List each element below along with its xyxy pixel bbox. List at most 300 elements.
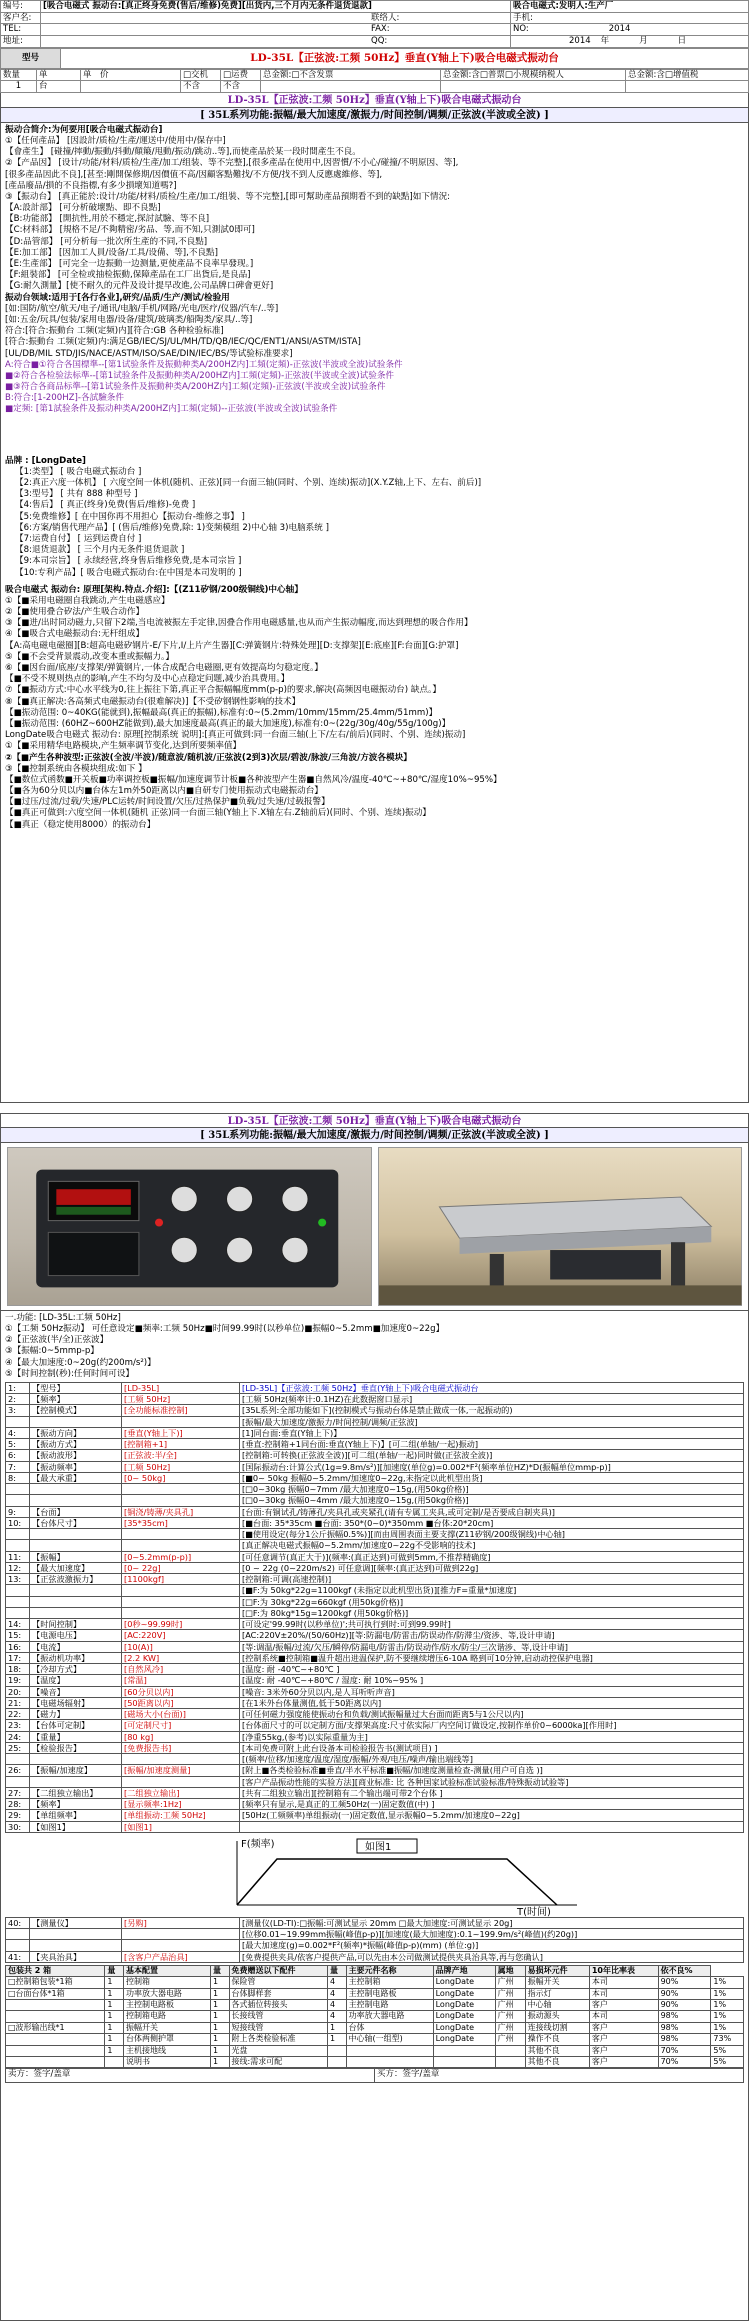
footer-cell (495, 2045, 525, 2056)
spec-value: [35*35cm] (122, 1517, 240, 1528)
footer-cell (328, 2045, 347, 2056)
principle-line: ⑤【■不会受背景震动,改变本重或振幅力。】 (5, 651, 174, 662)
spec-row (6, 1461, 744, 1472)
spec-desc: [35L系列:全部功能如下](控制模式与振动台体是禁止做成一体,一起振动的) (240, 1405, 744, 1416)
intro-line: ■②符合各检验法标準--[第1试验条件及振動种类A/200HZ内]工頻(定頻)-正弦波(半波或全波)试验条件 (5, 370, 395, 381)
principle-line: ②【■产生各种波型:正弦波(全波/半波)/随意波/随机波/正弦波(2到3)次层/碧波/脉波/三角波/方波各模块】 (5, 752, 412, 763)
footer-cell: 1 (328, 2034, 347, 2045)
spec-no: 23: (6, 1720, 30, 1731)
principle-line: 【■振动范围: 0~40KG(能就到),振幅最高(真正的振幅),标准有:0~(5.2mm/10mm/15mm/25.4mm/51mm)】 (5, 707, 438, 718)
price-col: 单 价 (81, 69, 181, 81)
spec-value: [50距离以内] (122, 1697, 240, 1708)
footer-cell: 短接线管 (229, 2022, 327, 2033)
code-label: 编号: (1, 1, 41, 13)
footer-cell: 1 (211, 1988, 230, 1999)
spec-key (30, 1484, 122, 1495)
spec-no: 25: (6, 1742, 30, 1753)
spec-desc: [免费提供夹具/依客户提供产品,可以先由本公司做测试提供夹具治具等,再与您确认] (240, 1951, 744, 1962)
footer-cell: 1 (211, 2057, 230, 2068)
spec-no (6, 1585, 30, 1596)
footer-cell: LongDate (433, 1988, 495, 1999)
spec-row (6, 1394, 744, 1405)
spec-row (6, 1517, 744, 1528)
spec-no: 40: (6, 1917, 30, 1928)
function-line: ③【振幅:0~5mmp-p】 (5, 1346, 99, 1357)
footer-cell: 1% (711, 1988, 744, 1999)
no-label: NO: 2014 (511, 24, 749, 36)
spec-value: [正弦波:半/全] (122, 1450, 240, 1461)
footer-cell: 广州 (495, 1988, 525, 1999)
footer-cell: 4 (328, 1988, 347, 1999)
footer-cell: 5% (711, 2045, 744, 2056)
footer-cell: 各式插位转接头 (229, 2000, 327, 2011)
date-cell: 2014 年 月 日 (511, 35, 749, 47)
principle-line: 【■真正可做到:六度空间一体机(随机 正弦)同一台面三轴(Y轴上下.X轴左右.Z轴前后)(同时、个别、连续)振动】 (5, 808, 431, 819)
spec-key: 【重量】 (30, 1731, 122, 1742)
spec-key: 【正弦波激振力】 (30, 1574, 122, 1585)
spec-value: [工频 50Hz] (122, 1394, 240, 1405)
spec-key: 【台体尺寸】 (30, 1517, 122, 1528)
unit-value: 台 (37, 81, 81, 93)
footer-cell: 1 (105, 2000, 124, 2011)
qty-col: 数量 (1, 69, 37, 81)
spec-desc: [垂直:控制箱+1同台面:垂直(Y轴上下)】[可二组(单轴/一起)振动] (240, 1439, 744, 1450)
spec-desc: [0 ~ 22g (0~220m/s2) 可任意调][频率:(真正达到)可做到22g] (240, 1562, 744, 1573)
spec-row (6, 1742, 744, 1753)
spec-desc: [□F:为 30kg*22g=660kgf (用50kg价格)] (240, 1596, 744, 1607)
spec-row (6, 1652, 744, 1663)
principle-line: ②【■使用叠合矽法/产生吸合动作】 (5, 607, 145, 618)
spec-key: 【电源电压】 (30, 1630, 122, 1641)
brand-line: 【8:退货退款】 [ 三个月内无条件退货退款 ] (15, 545, 185, 556)
model-title: LD-35L【正弦波:工频 50Hz】垂直(Y轴上下)吸合电磁式振动台 (61, 48, 749, 68)
spec-key: 【冷却方式】 (30, 1664, 122, 1675)
spec-desc: [位移0.01~19.99mm振幅(峰值p-p)][加速度(最大加速度):0.1~199.9m/s²(峰值)(约20g)] (240, 1929, 744, 1940)
spec-table-2 (5, 1917, 744, 1963)
footer-row (6, 2034, 744, 2045)
spec-row (6, 1551, 744, 1562)
spec-row (6, 1416, 744, 1427)
principle-line: LongDate吸合电磁式 振动台: 原理[控制系统 说明]:[真正可做到:同一台面三轴(上下/左右/前后)(同时、个别、连续)振动] (5, 730, 466, 741)
spec-no: 17: (6, 1652, 30, 1663)
spec-key: 【磁力】 (30, 1709, 122, 1720)
footer-cell: 说明书 (123, 2057, 210, 2068)
spec-value: [磁场大小(台面)] (122, 1709, 240, 1720)
spec-row (6, 1686, 744, 1697)
spec-table (5, 1382, 744, 1833)
spec-key: 【频率】 (30, 1394, 122, 1405)
footer-cell: 5% (711, 2057, 744, 2068)
seller-sign[interactable]: 卖方：签字/盖章 (6, 2069, 375, 2083)
footer-cell: 广州 (495, 2034, 525, 2045)
spec-desc: [频率只有显示,是真正的工频50Hz(一)固定数值(中) ] (240, 1799, 744, 1810)
spec-no: 28: (6, 1799, 30, 1810)
spec-key: 【振动方向】 (30, 1427, 122, 1438)
spec-desc: [等:调温/振幅/过流/欠压/瞬停/防漏电/防雷击/防误动作/防水/防尘/三次谐涉、等,设计申请] (240, 1641, 744, 1652)
sec2-body (0, 1311, 749, 2321)
footer-cell: 功率放大器电路 (123, 1988, 210, 1999)
footer-col-header: 属地 (495, 1965, 525, 1976)
spec-key: 【温度】 (30, 1675, 122, 1686)
spec-no: 22: (6, 1709, 30, 1720)
footer-col-header: 量 (105, 1965, 124, 1976)
spec-row (6, 1574, 744, 1585)
freight-value: 不含 (221, 81, 261, 93)
footer-header-row (6, 1965, 744, 1976)
product-photos (0, 1143, 749, 1311)
footer-cell: 保险管 (229, 1977, 327, 1988)
footer-cell (105, 2057, 124, 2068)
spec-key: 【控制模式】 (30, 1405, 122, 1416)
spec-value: [常温] (122, 1675, 240, 1686)
footer-cell: 90% (658, 2000, 711, 2011)
footer-cell: 客户 (589, 2045, 658, 2056)
footer-cell: 1 (105, 2022, 124, 2033)
function-line: 一.功能: [LD-35L:工频 50Hz] (5, 1312, 121, 1323)
spec-no: 29: (6, 1810, 30, 1821)
spec-row (6, 1664, 744, 1675)
intro-line: [很多產品因此不良],[甚至:剛開保修期/因價值不高/因顧客點難找/不方便/找不到人反應處維修、等], (5, 169, 383, 180)
spec-key: 【电磁场辐射】 (30, 1697, 122, 1708)
intro-line: B:符合:[1-200HZ]-各試驗条件 (5, 393, 124, 404)
spec-no: 7: (6, 1461, 30, 1472)
footer-cell: 振动源头 (525, 2011, 589, 2022)
spec-value: [80 kg] (122, 1731, 240, 1742)
spec-value: [单组振动:工频 50Hz] (122, 1810, 240, 1821)
spec-key: 【夹具治具】 (30, 1951, 122, 1962)
spec-row (6, 1810, 744, 1821)
spec-value (122, 1484, 240, 1495)
spec-value: [含客户产品治具] (122, 1951, 240, 1962)
spec-desc: [本司免费可附上此台设备本司检验报告书(测试项目) ] (240, 1742, 744, 1753)
footer-row (6, 2022, 744, 2033)
footer-cell: 70% (658, 2057, 711, 2068)
controller-image (8, 1148, 371, 1305)
spec-key: 【振幅/加速度】 (30, 1765, 122, 1776)
footer-cell (6, 2057, 105, 2068)
spec-no: 18: (6, 1664, 30, 1675)
intro-line: [UL/DB/MIL STD/JIS/NACE/ASTM/ISO/SAE/DIN/IEC/BS/等试验标准要求] (5, 348, 293, 359)
brand-line: 【9:本司宗旨】 [ 永续经营,终身售后维修免费,是本司宗旨 ] (15, 556, 242, 567)
spec-desc: [在1米外台体量测值,低于50距离以内] (240, 1697, 744, 1708)
spec-no: 19: (6, 1675, 30, 1686)
waveform-figure (217, 1835, 597, 1918)
spec-key (30, 1495, 122, 1506)
footer-cell: LongDate (433, 1977, 495, 1988)
spec-value: [显示频率:1Hz] (122, 1799, 240, 1810)
footer-cell: 1 (211, 1977, 230, 1988)
spec-no: 5: (6, 1439, 30, 1450)
principle-line: 【■真正（稳定使用8000）的振动台】 (5, 819, 156, 830)
spec-value: [如图1] (122, 1821, 240, 1832)
footer-cell: 接线:需求可配 (229, 2057, 327, 2068)
spec-no: 26: (6, 1765, 30, 1776)
footer-col-header: 包装共 2 箱 (6, 1965, 105, 1976)
spec-desc: [■台面: 35*35cm ■台面: 350*(0~0)*350mm ■台体:20*20cm] (240, 1517, 744, 1528)
spec-value: [另购] (122, 1917, 240, 1928)
footer-cell: 1% (711, 2000, 744, 2011)
spec-value: [2.2 KW] (122, 1652, 240, 1663)
address-label: 地址: (1, 35, 41, 47)
footer-cell (6, 2045, 105, 2056)
spec-value: [AC:220V] (122, 1630, 240, 1641)
spec-value (122, 1940, 240, 1951)
footer-cell: 4 (328, 2011, 347, 2022)
footer-cell: □控制箱包装*1箱 (6, 1977, 105, 1988)
spec-row (6, 1596, 744, 1607)
brand-line: 【1:类型】 [ 吸合电磁式振动台 ] (15, 466, 142, 477)
principle-line: 【■各为60分贝以内■台体左1m外50距离以内■自研专门使用振动式电磁振动台】 (5, 786, 323, 797)
spec-desc (240, 1821, 744, 1832)
spec-row (6, 1675, 744, 1686)
spec-value (122, 1540, 240, 1551)
spec-key: 【振动方式】 (30, 1439, 122, 1450)
spec-desc: [最大加速度(g)=0.002*F²(频率)*振幅(峰值p-p)(mm) (单位:g)] (240, 1940, 744, 1951)
spec-key: 【最大承重】 (30, 1472, 122, 1483)
spec-key: 【台体可定制】 (30, 1720, 122, 1731)
spec-value (122, 1585, 240, 1596)
brand-label: 品牌 : [LongDate] (5, 455, 86, 466)
principle-line: ①【■采用精华电路模块,产生频率调节变化,达到所要频率值】 (5, 741, 242, 752)
footer-col-header: 品牌产地 (433, 1965, 495, 1976)
intro-line: 振动合简介:为何要用[吸合电磁式振动台] (5, 124, 163, 135)
freight-col[interactable]: □运费 (221, 69, 261, 81)
spec-value: [免费报告书] (122, 1742, 240, 1753)
footer-cell: 70% (658, 2045, 711, 2056)
spec-value: [二组独立输出] (122, 1787, 240, 1798)
footer-row (6, 1988, 744, 1999)
handover-value: 不含 (181, 81, 221, 93)
footer-cell: 1 (105, 2011, 124, 2022)
spec-row (6, 1619, 744, 1630)
footer-cell: LongDate (433, 2000, 495, 2011)
spec-row (6, 1641, 744, 1652)
footer-cell: 1 (105, 2034, 124, 2045)
inventor-note: 吸合电磁式:发明人:生产厂 (511, 1, 749, 13)
spec-no: 20: (6, 1686, 30, 1697)
spec-row (6, 1529, 744, 1540)
footer-cell: 振幅开关 (525, 1977, 589, 1988)
spec-no: 27: (6, 1787, 30, 1798)
footer-cell: 1 (211, 2045, 230, 2056)
qty-value: 1 (1, 81, 37, 93)
footer-col-header: 量 (211, 1965, 230, 1976)
spec-no (6, 1484, 30, 1495)
spec-no (6, 1495, 30, 1506)
spec-no: 2: (6, 1394, 30, 1405)
spec-value (122, 1495, 240, 1506)
fig-box-label: 如图1 (365, 1841, 392, 1853)
footer-col-header: 10年比率表 (589, 1965, 658, 1976)
footer-cell: 广州 (495, 2011, 525, 2022)
spec-desc: [控制箱:可转换(正弦波全波)][可二组(单轴/一起)同时做(正弦波全波)] (240, 1450, 744, 1461)
intro-line: [如:国防/航空/航天/电子/通讯/电脑/手机/网路/光电/医疗/仪器/汽车/..等] (5, 303, 279, 314)
footer-row (6, 2057, 744, 2068)
footer-cell: 98% (658, 2034, 711, 2045)
footer-cell: 操作不良 (525, 2034, 589, 2045)
footer-cell: LongDate (433, 2022, 495, 2033)
footer-cell: 其他不良 (525, 2057, 589, 2068)
table-photo (378, 1147, 743, 1306)
spec-no: 11: (6, 1551, 30, 1562)
total-normal-invoice[interactable]: 总金额:含□普票□小规模纳税人 (441, 69, 626, 81)
spec-desc: [台体面尺寸的可以定制方面/支撑架高度:尺寸依实际厂内空间订做设定,按制作单价0~6000ka][作用时] (240, 1720, 744, 1731)
brand-line: 【3:型号】 [ 共有 888 种型号 ] (15, 489, 138, 500)
footer-cell: 本司 (589, 2011, 658, 2022)
spec-desc: [50Hz(工频频率)单组振动(一)固定数值,显示振幅0~5.2mm/加速度0~22g] (240, 1810, 744, 1821)
spec-desc: [附上■各类检验标准■垂直/半水平标准■振幅/加速度测量检查-测量(用户可自选 )] (240, 1765, 744, 1776)
spec-desc: [■0~ 50kg 振幅0~5.2mm/加速度0~22g,未指定以此机型出货] (240, 1472, 744, 1483)
footer-table (5, 1965, 744, 2069)
spec-desc: [测量仪(LD-TI):□振幅:可测试显示 20mm □最大加速度:可测试显示 20g] (240, 1917, 744, 1928)
spec-key (30, 1607, 122, 1618)
spec-no (6, 1929, 30, 1940)
footer-cell: LongDate (433, 2034, 495, 2045)
spec-desc: [真正解决电磁式振幅0~5.2mm/加速度0~22g不受影响的技术] (240, 1540, 744, 1551)
contact-label: 联络人: (41, 12, 511, 24)
total-no-invoice[interactable]: 总金额:□不含发票 (261, 69, 441, 81)
spec-row (6, 1585, 744, 1596)
spec-value: [垂直(Y轴上下)] (122, 1427, 240, 1438)
footer-cell: 本司 (589, 1988, 658, 1999)
principle-line: ⑦【■振动方式:中心水平线为0,往上振往下第,真正平合振幅幅度mm(p-p)的要求,解决(高频因电磁振动台) 缺点。】 (5, 685, 441, 696)
spec-key: 【噪音】 (30, 1686, 122, 1697)
spec-no: 14: (6, 1619, 30, 1630)
spec-no (6, 1607, 30, 1618)
footer-cell: 广州 (495, 2022, 525, 2033)
principle-line: 【A:高电磁电磁圈][B:超高电磁矽钢片-E/下片,I/上片产生器][C:弹簧钢片:特殊处理][D:支撑架][E:底座][F:台面][G:护罩] (5, 640, 459, 651)
footer-cell: 其他不良 (525, 2045, 589, 2056)
intro-line: [產品廢品/損的不良指標,有多少損壞知道嗎?] (5, 180, 177, 191)
spec-no: 10: (6, 1517, 30, 1528)
brand-line: 【5:免费维修】[ 在中国你再不用担心【振动台-维修之事】 ] (15, 511, 245, 522)
intro-line: 振动台领域:适用于[各行各业],研究/品质/生产/测试/检验用 (5, 292, 230, 303)
tel-label: TEL: (1, 24, 41, 36)
spec-no (6, 1540, 30, 1551)
intro-line: 【C:材料部】 [規格不足/不夠精密/劣品、等,而不知,只測試0即可] (5, 225, 255, 236)
principle-line: 【■振动范围: (60HZ~600HZ能做到),最大加速度最高(真正的最大加速度),标准有:0~(22g/30g/40g/55g/100g)】 (5, 718, 451, 729)
footer-cell: 73% (711, 2034, 744, 2045)
footer-cell: 主控制电路 (346, 2000, 433, 2011)
spec-key (30, 1416, 122, 1427)
principle-line: 【■数位式函数■开关板■功率调控板■振幅/加速度调节计板■各种波型产生器■自然风冷/温度-40℃~+80℃/湿度10%~95%】 (5, 774, 502, 785)
footer-col-header: 基本配置 (123, 1965, 210, 1976)
footer-cell (346, 2045, 433, 2056)
footer-cell: 连接线切割 (525, 2022, 589, 2033)
spec-desc: [振幅/最大加速度/激振力/时间控制/调频/正弦波] (240, 1416, 744, 1427)
spec-key: 【频率】 (30, 1799, 122, 1810)
spec-desc: [台面:有铜试孔/铸薄孔/夹具孔或夹紧孔(请有专属工夹具,或可定制/是否要成自制夹具)] (240, 1506, 744, 1517)
spec-desc: [净重55kg,(参考)以实际重量为主] (240, 1731, 744, 1742)
spec-desc: [可设定'99.99时(以秒单位)';共可执行到时:可到99.99时] (240, 1619, 744, 1630)
sec2-subtitle: [ 35L系列功能:振幅/最大加速度/激振力/时间控制/调频/正弦波(半波或全波) ] (0, 1128, 749, 1143)
spec-row (6, 1697, 744, 1708)
footer-cell: 1% (711, 2011, 744, 2022)
spec-no: 3: (6, 1405, 30, 1416)
fig-xlabel: T(时间) (517, 1906, 551, 1918)
footer-cell: 1 (211, 2011, 230, 2022)
footer-cell: 1 (105, 2045, 124, 2056)
spec-desc: [可任意调节(真正大于)](频率:(真正达到)可做到5mm,不推荐精确度] (240, 1551, 744, 1562)
footer-cell: 主控制箱 (346, 1977, 433, 1988)
spec-key: 【振动机功率】 (30, 1652, 122, 1663)
footer-cell: 客户 (589, 2034, 658, 2045)
spec-row (6, 1821, 744, 1832)
spec-key: 【时间控制】 (30, 1619, 122, 1630)
spec-row (6, 1540, 744, 1551)
customer-label: 客户名: (1, 12, 41, 24)
spec-value (122, 1776, 240, 1787)
principle-line: ③【■进/出时同动磁力,只留下2端,当电流被振左手定律,因叠合作用电磁感量,也从而产生振动幅度,而达到理想的吸合作用】 (5, 618, 473, 629)
spec-key: 【型号】 (30, 1382, 122, 1393)
footer-cell: 台体两侧护罩 (123, 2034, 210, 2045)
principle-line: ⑥【■因台面/底座/支撑架/弹簧钢片,一体合成配合电磁圈,更有效提高均匀稳定度。】 (5, 663, 323, 673)
spec-no: 4: (6, 1427, 30, 1438)
footer-cell: 98% (658, 2022, 711, 2033)
price-table (0, 69, 749, 93)
sign-table (5, 2068, 744, 2083)
spec-value: [工频 50Hz] (122, 1461, 240, 1472)
unit-col: 单 (37, 69, 81, 81)
spec-row (6, 1765, 744, 1776)
model-label: 型号 (1, 48, 61, 68)
spec-row (6, 1630, 744, 1641)
intro-line: 【F:組裝部】 [可全检或抽检振動,保障產品在工厂出貨后,是良品] (5, 270, 251, 281)
spec-key (30, 1529, 122, 1540)
spec-key: 【测量仪】 (30, 1917, 122, 1928)
principle-line: ①【■采用电磁圈自我跳动,产生电磁感应】 (5, 595, 170, 606)
controller-photo (7, 1147, 372, 1306)
footer-cell: 4 (328, 2000, 347, 2011)
footer-cell: □波形输出线*1 (6, 2022, 105, 2033)
spec-desc: [□0~30kg 振幅0~7mm /最大加速度0~15g,(用50kg价格)] (240, 1484, 744, 1495)
footer-cell: 1 (211, 2034, 230, 2045)
spec-desc: [温度: 耐 -40℃~+80℃ ] (240, 1664, 744, 1675)
function-line: ①【工频 50Hz振动】 可任意设定■频率:工频 50Hz■时间99.99时(以秒单位)■振幅0~5.2mm■加速度0~22g】 (5, 1323, 445, 1334)
spec-key: 【检验报告】 (30, 1742, 122, 1753)
sec2-title: LD-35L【正弦波:工频 50Hz】垂直(Y轴上下)吸合电磁式振动台 (0, 1113, 749, 1128)
spec-key: 【最大加速度】 (30, 1562, 122, 1573)
intro-line: ■定频: [第1試验条件及振动种类A/200HZ内]工頻(定頻)--正弦波(半波或全波)试验条件 (5, 404, 338, 415)
footer-cell (328, 2057, 347, 2068)
spec-key: 【振动波形】 (30, 1450, 122, 1461)
buyer-sign[interactable]: 买方：签字/盖章 (375, 2069, 744, 2083)
vibration-table-image (379, 1148, 742, 1305)
spec-no: 1: (6, 1382, 30, 1393)
spec-value: [0~ 50kg] (122, 1472, 240, 1483)
footer-cell: LongDate (433, 2011, 495, 2022)
spec-desc: [客户产品振动性能的实验方法][商业标准: 比 各种国家试验标准试验标准/特殊振动试验等] (240, 1776, 744, 1787)
spec-value: [全功能标准控制] (122, 1405, 240, 1416)
spec-row (6, 1799, 744, 1810)
spec-value (122, 1529, 240, 1540)
spec-desc: [工频 50Hz(频率计:0.1HZ)在此数据窗口显示] (240, 1394, 744, 1405)
spec-no: 30: (6, 1821, 30, 1832)
spec-row (6, 1484, 744, 1495)
handover-col[interactable]: □交机 (181, 69, 221, 81)
fig-ylabel: F(频率) (241, 1838, 275, 1850)
spec-no: 24: (6, 1731, 30, 1742)
spec-no: 9: (6, 1506, 30, 1517)
spec-row (6, 1731, 744, 1742)
spec-row (6, 1506, 744, 1517)
spec-row (6, 1607, 744, 1618)
total-vat[interactable]: 总金额:含□增值税 (626, 69, 749, 81)
footer-cell: 客户 (589, 2000, 658, 2011)
intro-line: ■③符合各商品标準--[第1试验条件及振動种类A/200HZ内]工頻(定頻)-正弦波(半波或全波)试验条件 (5, 382, 386, 393)
spec-value: [控制箱+1] (122, 1439, 240, 1450)
spec-desc: [噪音: 3米外60分贝以内,是人耳听听声音] (240, 1686, 744, 1697)
